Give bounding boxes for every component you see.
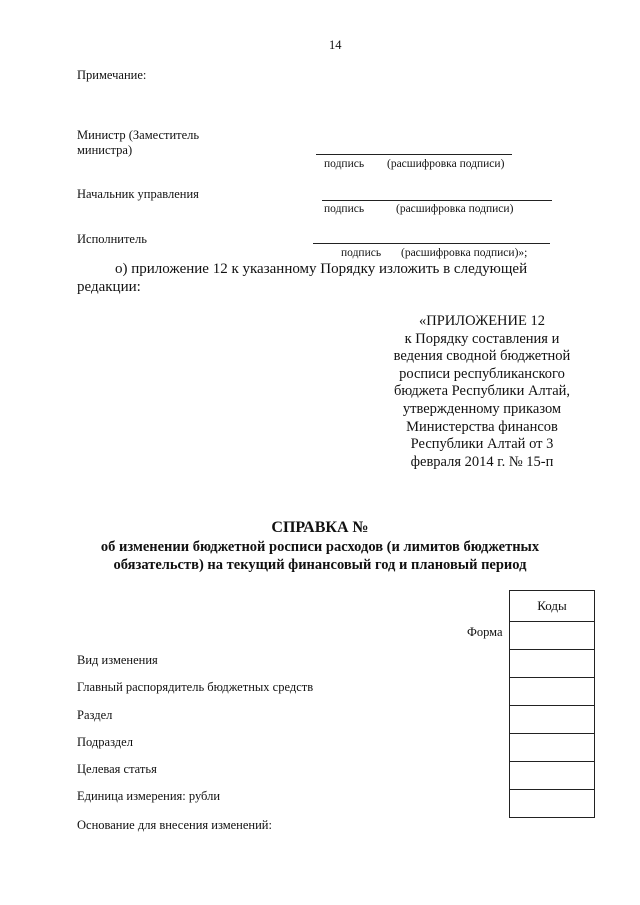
appendix-line: бюджета Республики Алтай, [393,383,571,400]
signature-decode-label: (расшифровка подписи)»; [401,247,528,259]
signature-line [322,200,552,201]
field-label-subsection: Подраздел [77,735,133,749]
field-label-target-article: Целевая статья [77,762,157,776]
code-cell-section[interactable] [510,706,595,734]
field-label-section: Раздел [77,708,113,722]
signature-decode-label: (расшифровка подписи) [396,203,514,215]
appendix-line: к Порядку составления и [404,330,560,347]
field-label-basis: Основание для внесения изменений: [77,818,272,832]
signature-decode-label: (расшифровка подписи) [387,158,505,170]
appendix-line: «ПРИЛОЖЕНИЕ 12 [419,313,545,329]
field-label-unit: Единица измерения: рубли [77,789,221,803]
code-cell-unit[interactable] [510,790,595,818]
form-title: СПРАВКА № [271,519,369,536]
signature-title-minister-line2: министра) [77,143,133,157]
code-cell-form[interactable] [510,622,595,650]
signature-title-minister: Министр (Заместитель [77,128,200,142]
amendment-text-line2: редакции: [77,279,141,295]
code-cell-change-type[interactable] [510,650,595,678]
appendix-line: росписи республиканского [399,365,565,382]
signature-sign-label: подпись [324,203,365,215]
amendment-text-line1: о) приложение 12 к указанному Порядку изложить в следующей [115,261,528,277]
code-cell-subsection[interactable] [510,734,595,762]
code-cell-chief-manager[interactable] [510,678,595,706]
appendix-line: февраля 2014 г. № 15-п [410,453,554,470]
appendix-line: Министерства финансов [406,418,558,435]
signature-sign-label: подпись [324,158,365,170]
appendix-line: Республики Алтай от 3 [410,436,554,453]
field-label-change-type: Вид изменения [77,653,158,667]
signature-line [313,243,550,244]
signature-line [316,154,512,155]
signature-title-head: Начальник управления [77,187,199,201]
appendix-line: ведения сводной бюджетной [393,348,571,365]
signature-sign-label: подпись [341,247,382,259]
field-label-chief-manager: Главный распорядитель бюджетных средств [77,680,314,694]
codes-header: Коды [510,591,595,622]
appendix-header [382,313,582,471]
appendix-line: утвержденному приказом [402,400,562,417]
form-label: Форма [467,625,503,639]
page-number: 14 [329,38,342,52]
codes-table [509,590,595,818]
code-cell-target-article[interactable] [510,762,595,790]
form-subtitle-line1: об изменении бюджетной росписи расходов (и лимитов бюджетных [100,539,540,555]
form-subtitle-line2: обязательств) на текущий финансовый год и плановый период [113,557,527,573]
note-label: Примечание: [77,68,147,82]
signature-title-executor: Исполнитель [77,232,147,246]
